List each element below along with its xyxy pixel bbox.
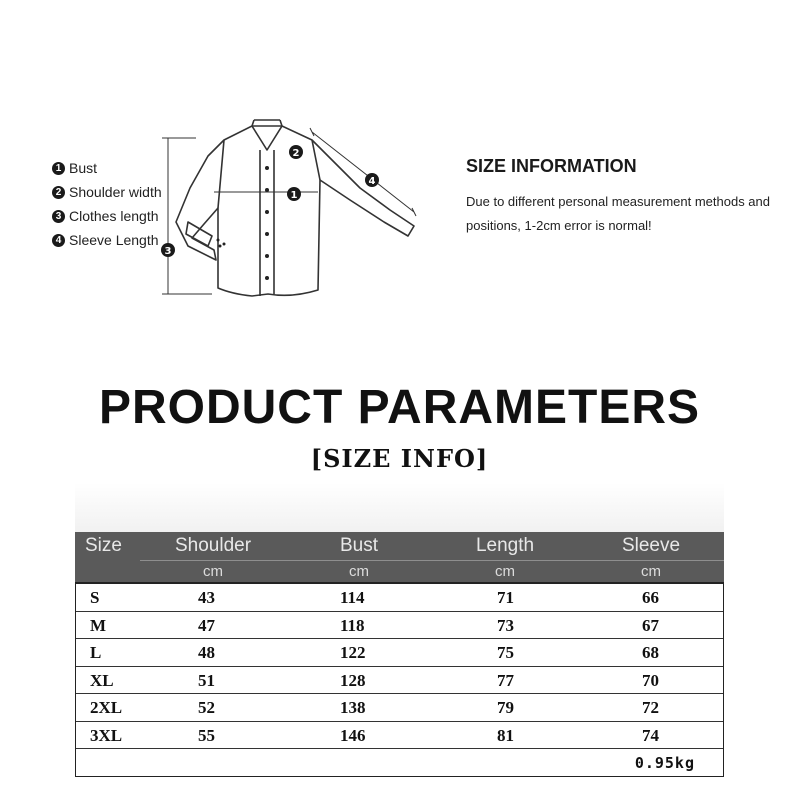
cell-size: XL [90, 670, 114, 690]
legend-label: Clothes length [69, 208, 159, 224]
cell-length: 75 [497, 643, 514, 662]
weight-value: 0.95kg [634, 754, 695, 772]
header-sleeve: Sleeve [621, 535, 681, 556]
number-badge: 2 [52, 186, 65, 199]
cell-sleeve: 67 [642, 615, 659, 635]
legend-item-bust [52, 156, 162, 180]
params-title: PRODUCT PARAMETERS [98, 381, 701, 434]
cell-sleeve: 68 [642, 643, 659, 662]
header-size: Size [85, 535, 122, 556]
cell-bust: 146 [340, 725, 366, 745]
table-row [76, 584, 723, 612]
cell-bust: 128 [340, 670, 366, 690]
marker-2: 2 [292, 148, 300, 159]
cell-sleeve: 74 [642, 725, 659, 745]
cell-shoulder: 52 [198, 698, 215, 717]
cell-size: L [90, 643, 102, 662]
measurement-legend [52, 156, 162, 252]
shirt-diagram [152, 118, 432, 304]
marker-1: 1 [290, 190, 298, 201]
cell-bust: 138 [340, 698, 366, 717]
cell-size: S [90, 588, 100, 607]
table-header [75, 532, 724, 582]
table-row [76, 667, 723, 695]
cell-length: 77 [497, 670, 514, 690]
cell-length: 73 [497, 615, 514, 635]
number-badge: 4 [52, 234, 65, 247]
weight-row [76, 749, 723, 776]
number-badge: 1 [52, 162, 65, 175]
legend-item-sleeve [52, 228, 162, 252]
cell-shoulder: 48 [198, 643, 215, 662]
cell-shoulder: 55 [198, 725, 215, 745]
params-subtitle: [SIZE INFO] [310, 444, 489, 473]
cell-size: M [90, 615, 107, 635]
placket [260, 150, 274, 296]
cell-shoulder: 51 [198, 670, 215, 690]
marker-4: 4 [368, 176, 376, 187]
table-row [76, 639, 723, 667]
cell-bust: 118 [340, 615, 365, 635]
number-badge: 3 [52, 210, 65, 223]
cell-size: 2XL [90, 698, 123, 717]
table-row [76, 612, 723, 640]
legend-label: Sleeve Length [69, 232, 159, 248]
unit-sleeve: cm [641, 563, 661, 580]
header-shoulder: Shoulder [174, 535, 252, 556]
product-parameters [75, 368, 724, 774]
cell-shoulder: 47 [198, 615, 215, 635]
sleeve-line [310, 128, 416, 216]
header-bust: Bust [339, 535, 379, 556]
unit-shoulder: cm [203, 563, 223, 580]
legend-item-length [52, 204, 162, 228]
marker-3: 3 [164, 246, 172, 257]
unit-length: cm [495, 563, 515, 580]
size-info-heading: SIZE INFORMATION [466, 156, 637, 176]
cell-shoulder: 43 [198, 588, 215, 607]
cell-sleeve: 66 [642, 588, 659, 607]
size-info-note: Due to different personal measurement methods and positions, 1-2cm error is normal! [466, 194, 770, 233]
legend-label: Bust [69, 160, 98, 176]
cell-length: 81 [497, 725, 514, 745]
cell-sleeve: 70 [642, 670, 659, 690]
header-length: Length [475, 535, 535, 556]
table-row [76, 694, 723, 722]
legend-item-shoulder [52, 180, 162, 204]
table-row [76, 722, 723, 750]
cell-size: 3XL [90, 725, 123, 745]
cell-bust: 122 [340, 643, 366, 662]
legend-label: Shoulder width [69, 184, 162, 200]
cell-bust: 114 [340, 588, 365, 607]
unit-bust: cm [349, 563, 369, 580]
collar [252, 126, 282, 150]
cell-sleeve: 72 [642, 698, 659, 717]
params-header-band [75, 368, 724, 532]
cell-length: 71 [497, 588, 514, 607]
size-table [75, 582, 724, 777]
cell-length: 79 [497, 698, 514, 717]
